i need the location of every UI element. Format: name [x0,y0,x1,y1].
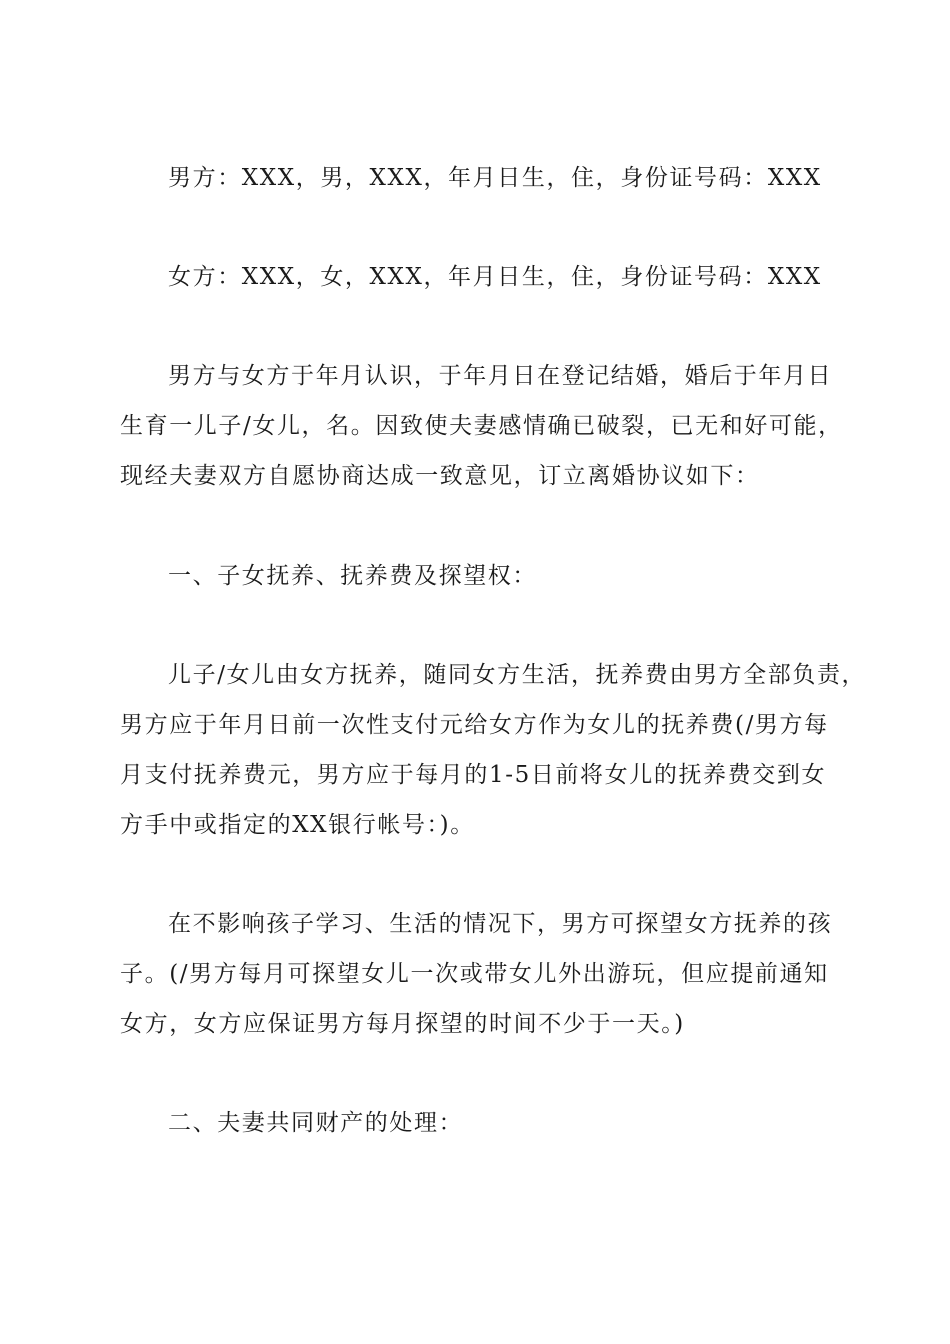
visitation-line-2: 子。(/男方每月可探望女儿一次或带女儿外出游玩，但应提前通知 [120,961,829,987]
custody-line-3: 月支付抚养费元，男方应于每月的1-5日前将女儿的抚养费交到女 [120,762,827,788]
section-1-heading: 一、子女抚养、抚养费及探望权： [168,563,537,589]
section-2-heading: 二、夫妻共同财产的处理： [168,1110,464,1136]
background-line-1: 男方与女方于年月认识，于年月日在登记结婚，婚后于年月日 [168,363,833,389]
visitation-line-3: 女方，女方应保证男方每月探望的时间不少于一天。) [120,1011,685,1037]
background-line-2: 生育一儿子/女儿，名。因致使夫妻感情确已破裂，已无和好可能， [120,413,843,439]
custody-line-1: 儿子/女儿由女方抚养，随同女方生活，抚养费由男方全部负责， [168,662,867,688]
custody-line-4: 方手中或指定的XX银行帐号：)。 [120,812,475,838]
background-line-3: 现经夫妻双方自愿协商达成一致意见，订立离婚协议如下： [120,463,760,489]
custody-line-2: 男方应于年月日前一次性支付元给女方作为女儿的抚养费(/男方每 [120,712,829,738]
visitation-line-1: 在不影响孩子学习、生活的情况下，男方可探望女方抚养的孩 [168,911,833,937]
male-party-line: 男方：XXX，男，XXX，年月日生，住，身份证号码：XXX [168,165,822,191]
female-party-line: 女方：XXX，女，XXX，年月日生，住，身份证号码：XXX [168,264,822,290]
